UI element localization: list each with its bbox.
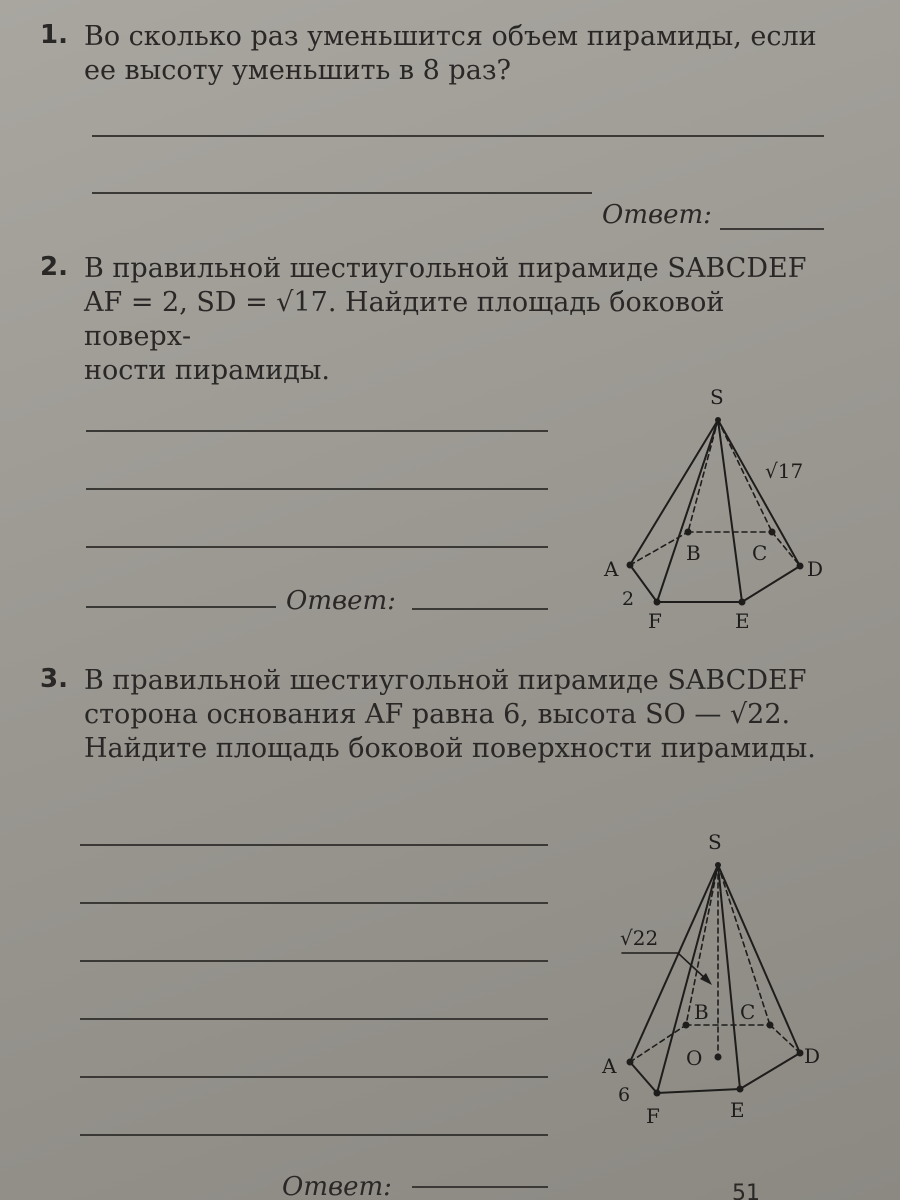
- vertex-dot: [767, 1022, 774, 1029]
- vertex-dot: [685, 529, 692, 536]
- problem-line: ности пирамиды.: [84, 355, 330, 386]
- label-C: C: [740, 1000, 756, 1024]
- vertex-dot: [654, 1090, 661, 1097]
- problem-number: 2.: [40, 252, 68, 282]
- answer-line[interactable]: [80, 1018, 548, 1020]
- answer-label: Ответ:: [286, 586, 396, 616]
- problem-line: В правильной шестиугольной пирамиде SABCDEF: [84, 253, 807, 284]
- label-F: F: [648, 609, 662, 633]
- problem-line: В правильной шестиугольной пирамиде SABCDEF: [84, 665, 807, 696]
- problem-text: [84, 664, 824, 766]
- answer-label: Ответ:: [282, 1172, 392, 1200]
- answer-line[interactable]: [80, 1076, 548, 1078]
- answer-line[interactable]: [92, 192, 592, 194]
- label-O: O: [686, 1046, 703, 1070]
- answer-line[interactable]: [92, 135, 824, 137]
- vertex-dot: [627, 1059, 634, 1066]
- problem-number: 3.: [40, 664, 68, 694]
- answer-line[interactable]: [86, 430, 548, 432]
- answer-line[interactable]: [80, 1134, 548, 1136]
- label-B: B: [694, 1000, 709, 1024]
- vertex-dot: [797, 1050, 804, 1057]
- problem-line: Во сколько раз уменьшится объем пирамиды, если: [84, 21, 817, 52]
- vertex-dot: [715, 1054, 722, 1061]
- problem-text: [84, 20, 824, 88]
- answer-line[interactable]: [80, 902, 548, 904]
- label-E: E: [735, 609, 750, 633]
- answer-line[interactable]: [80, 960, 548, 962]
- label-C: C: [752, 541, 768, 565]
- problem-line: сторона основания AF равна 6, высота SO — √22.: [84, 699, 791, 730]
- problem-line: AF = 2, SD = √17. Найдите площадь боковой поверх-: [84, 287, 725, 352]
- vertex-dot: [739, 599, 746, 606]
- label-D: D: [804, 1044, 821, 1068]
- answer-line[interactable]: [86, 488, 548, 490]
- answer-field[interactable]: [720, 228, 824, 230]
- page-number: 51: [732, 1181, 760, 1200]
- problem-1: [40, 20, 840, 240]
- label-side: 6: [618, 1084, 631, 1106]
- label-edge: √17: [765, 459, 804, 483]
- label-A: A: [602, 1054, 617, 1078]
- answer-line[interactable]: [86, 546, 548, 548]
- vertex-dot: [683, 1022, 690, 1029]
- label-side: 2: [622, 588, 635, 610]
- vertex-dot: [715, 417, 721, 423]
- answer-field[interactable]: [412, 608, 548, 610]
- label-B: B: [686, 541, 701, 565]
- vertex-dot: [654, 599, 661, 606]
- answer-label: Ответ:: [602, 200, 712, 230]
- answer-field[interactable]: [412, 1186, 548, 1188]
- problem-line: ее высоту уменьшить в 8 раз?: [84, 55, 512, 86]
- pyramid-figure-2: [590, 825, 850, 1135]
- vertex-dot: [737, 1086, 744, 1093]
- label-S: S: [710, 385, 724, 409]
- problem-text: [84, 252, 824, 388]
- pyramid-figure-1: [590, 380, 850, 640]
- vertex-dot: [627, 562, 634, 569]
- vertex-dot: [715, 862, 721, 868]
- label-height: √22: [620, 926, 659, 950]
- problem-line: Найдите площадь боковой поверхности пирамиды.: [84, 733, 816, 764]
- label-D: D: [807, 557, 824, 581]
- vertex-dot: [797, 563, 804, 570]
- label-A: A: [604, 557, 619, 581]
- problem-number: 1.: [40, 20, 68, 50]
- label-F: F: [646, 1104, 660, 1128]
- label-E: E: [730, 1098, 745, 1122]
- label-S: S: [708, 830, 722, 854]
- vertex-dot: [769, 529, 776, 536]
- answer-line[interactable]: [86, 606, 276, 608]
- answer-line[interactable]: [80, 844, 548, 846]
